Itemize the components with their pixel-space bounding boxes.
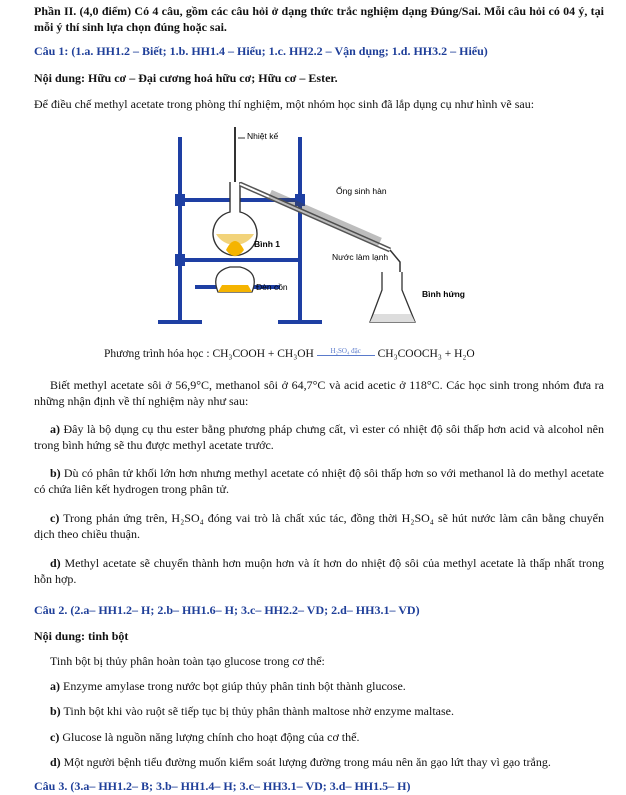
label-receiver: Bình hứng bbox=[422, 289, 465, 299]
q1-content: Nội dung: Hữu cơ – Đại cương hoá hữu cơ; Hữu cơ – Ester. bbox=[34, 71, 338, 85]
q2-statement-b: b) Tinh bột khi vào ruột sẽ tiếp tục bị thủy phân thành maltose nhờ enzyme maltase. bbox=[50, 704, 454, 718]
label-flask: Bình 1 bbox=[254, 239, 280, 249]
q2-statement-c: c) Glucose là nguồn năng lượng chính cho hoạt động của cơ thể. bbox=[50, 730, 360, 744]
label-condenser: Ống sinh hàn bbox=[336, 186, 387, 196]
q2-heading: Câu 2. (2.a– HH1.2– H; 2.b– HH1.6– H; 3.c– HH2.2– VD; 2.d– HH3.1– VD) bbox=[34, 603, 420, 617]
condenser-jacket bbox=[270, 194, 380, 242]
q2-content: Nội dung: tinh bột bbox=[34, 629, 129, 643]
q1-heading: Câu 1: (1.a. HH1.2 – Biết; 1.b. HH1.4 – Hiểu; 1.c. HH2.2 – Vận dụng; 1.d. HH3.2 – Hiểu) bbox=[34, 44, 488, 58]
q1-statement-c: c) Trong phản ứng trên, H₂SO₄ đóng vai trò là chất xúc tác, đồng thời H₂SO₄ sẽ hút nước làm cân bằng chuyển dịch theo chiều thuận. bbox=[34, 511, 604, 541]
boiling-info: Biết methyl acetate sôi ở 56,9°C, methanol sôi ở 64,7°C và acid acetic ở 118°C. Các học sinh trong nhóm đưa ra những nhận định về thí nghiệm này như sau: bbox=[34, 378, 604, 408]
label-burner: Đèn cồn bbox=[256, 282, 288, 292]
equation-arrow: H₂SO₄ đặc bbox=[317, 347, 375, 356]
q2-intro: Tinh bột bị thủy phân hoàn toàn tạo glucose trong cơ thể: bbox=[50, 654, 325, 668]
q1-statement-a: a) Đây là bộ dụng cụ thu ester bằng phương pháp chưng cất, vì ester có nhiệt độ sôi thấp hơn acid và alcohol nên trong bình hứng sẽ thu được methyl acetate trước. bbox=[34, 422, 605, 452]
label-thermometer: Nhiệt kế bbox=[247, 131, 279, 141]
equation-right: CH₃COOCH₃ + H₂O bbox=[377, 348, 475, 360]
part-header: Phần II. (4,0 điểm) Có 4 câu, gồm các câu hỏi ở dạng thức trắc nghiệm dạng Đúng/Sai. Mỗi câu hỏi có 04 ý, tại mỗi ý thí sinh lựa chọn đúng hoặc sai. bbox=[34, 4, 604, 34]
distillation-apparatus-figure bbox=[150, 122, 490, 337]
q3-heading: Câu 3. (3.a– HH1.2– B; 3.b– HH1.4– H; 3.c– HH3.1– VD; 3.d– HH1.5– H) bbox=[34, 779, 411, 793]
q2-statement-d: d) Một người bệnh tiểu đường muốn kiểm soát lượng đường trong máu nên ăn gạo lứt thay vì gạo trắng. bbox=[50, 755, 551, 769]
equation bbox=[104, 347, 475, 360]
label-water: Nước làm lạnh bbox=[332, 252, 389, 262]
q1-intro: Để điều chế methyl acetate trong phòng thí nghiệm, một nhóm học sinh đã lắp dụng cụ như hình vẽ sau: bbox=[34, 97, 535, 111]
q2-statement-a: a) Enzyme amylase trong nước bọt giúp thủy phân tinh bột thành glucose. bbox=[50, 679, 406, 693]
equation-left: Phương trình hóa học : CH₃COOH + CH₃OH bbox=[104, 348, 314, 360]
q1-statement-d: d) Methyl acetate sẽ chuyển thành hơn muộn hơn và ít hơn do nhiệt độ sôi của methyl acetate là thấp nhất trong hỗn hợp. bbox=[34, 556, 604, 586]
q1-statement-b: b) Dù có phân tử khối lớn hơn nhưng methyl acetate có nhiệt độ sôi thấp hơn so với methanol là do methyl acetate có chứa liên kết hydrogen trong phân tử. bbox=[34, 466, 604, 496]
